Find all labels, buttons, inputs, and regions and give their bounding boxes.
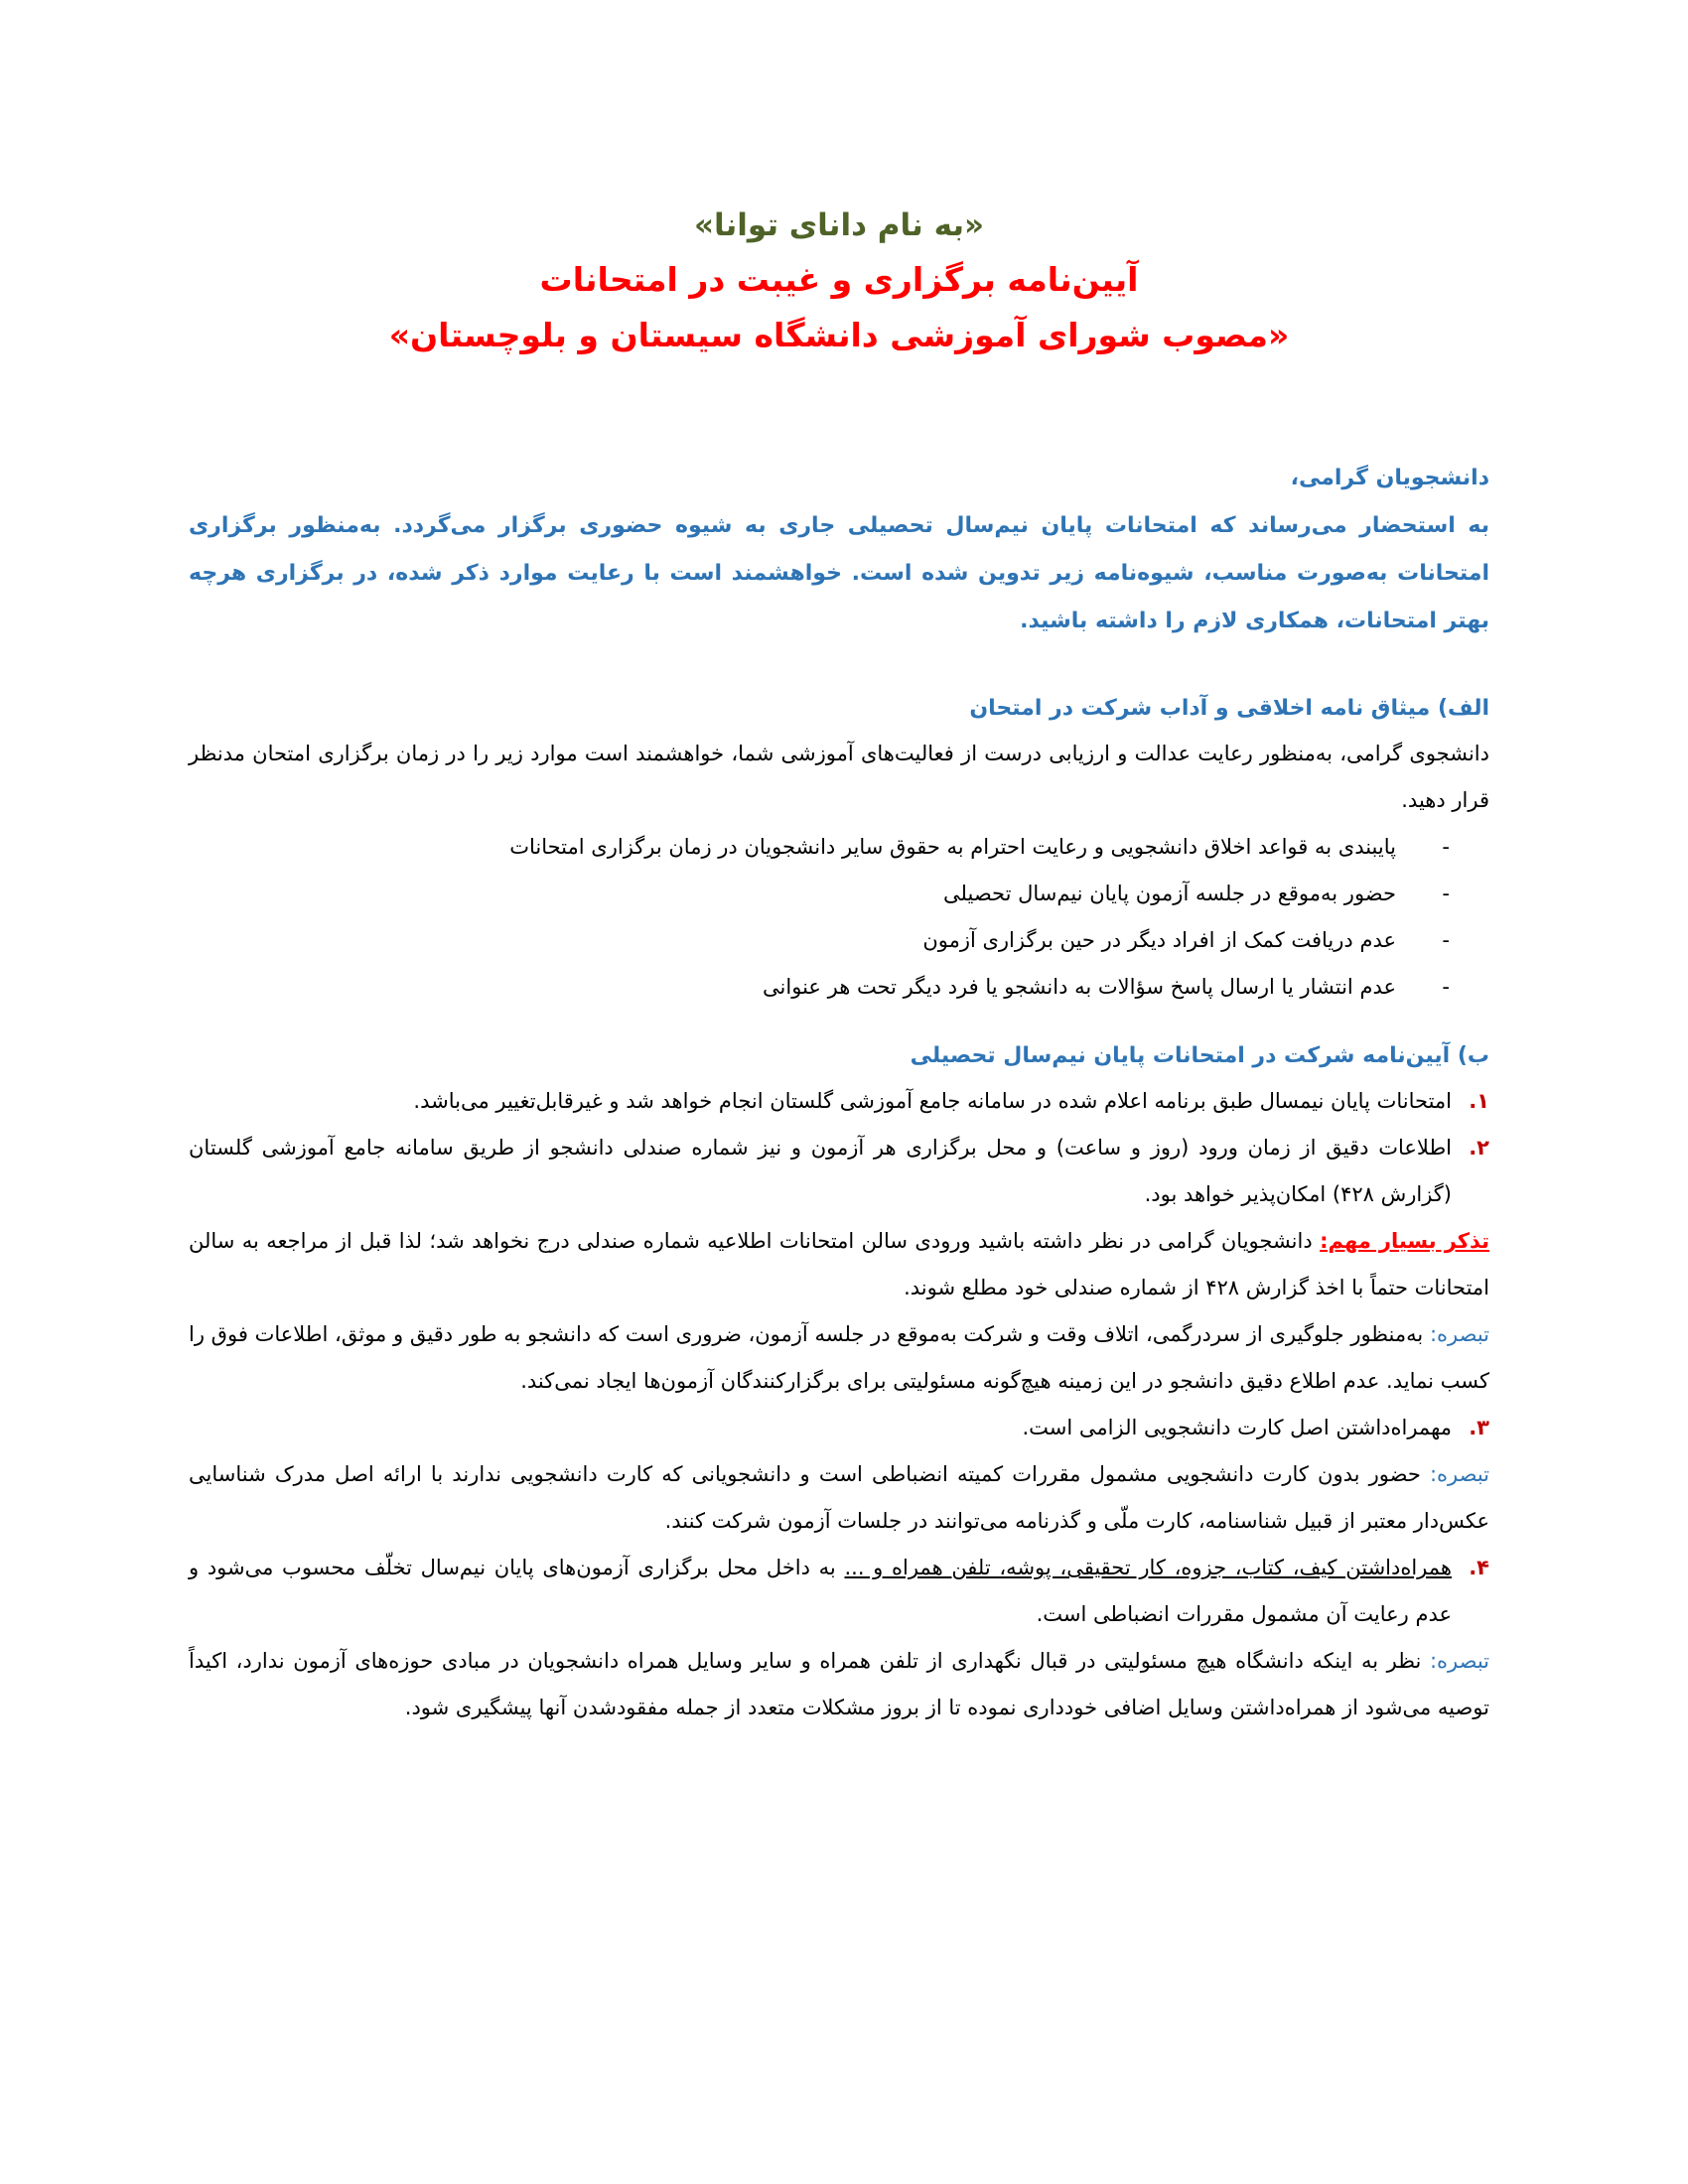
item-number: ۳. <box>1469 1416 1489 1439</box>
note-text: حضور بدون کارت دانشجویی مشمول مقررات کمیته انضباطی است و دانشجویانی که کارت دانشجویی ندارند با ارائه اصل مدرک شناسایی عکس‌دار معتبر از قبیل شناسنامه، کارت ملّی و گذرنامه می‌توانند در جلسات آزمون شرکت کنند. <box>189 1462 1489 1533</box>
note-2 <box>189 1451 1489 1545</box>
note-label: تبصره: <box>1429 1649 1489 1673</box>
section-b-list-3 <box>189 1545 1489 1638</box>
dash-marker: - <box>1442 928 1450 952</box>
list-item-text: حضور به‌موقع در جلسه آزمون پایان نیم‌سال تحصیلی <box>943 882 1396 905</box>
dash-marker: - <box>1442 882 1450 905</box>
basmala-line: «به نام دانای توانا» <box>693 207 985 243</box>
numbered-item-1 <box>189 1078 1489 1125</box>
list-item-text: عدم دریافت کمک از افراد دیگر در حین برگزاری آزمون <box>922 928 1396 952</box>
numbered-item-3 <box>189 1405 1489 1451</box>
item-text: مهمراه‌داشتن اصل کارت دانشجویی الزامی است. <box>1022 1416 1452 1439</box>
section-b-title: ب) آیین‌نامه شرکت در امتحانات پایان نیم‌سال تحصیلی <box>910 1043 1489 1068</box>
list-item-text: عدم انتشار یا ارسال پاسخ سؤالات به دانشجو یا فرد دیگر تحت هر عنوانی <box>763 975 1396 999</box>
intro-body: به استحضار می‌رساند که امتحانات پایان نیم‌سال تحصیلی جاری به شیوه حضوری برگزار می‌گردد. به‌منظور برگزاری امتحانات به‌صورت مناسب، شیوه‌نامه زیر تدوین شده است. خواهشمند است با رعایت موارد ذکر شده، در برگزاری هرچه بهتر امتحانات، همکاری لازم را داشته باشید. <box>189 513 1489 633</box>
dash-marker: - <box>1442 835 1450 859</box>
document-page <box>189 199 1489 1731</box>
important-note-label: تذکر بسیار مهم: <box>1320 1229 1489 1253</box>
item-number: ۴. <box>1469 1556 1489 1579</box>
note-label: تبصره: <box>1429 1322 1489 1346</box>
dash-marker: - <box>1442 975 1450 999</box>
list-item <box>189 964 1450 1011</box>
numbered-item-2 <box>189 1125 1489 1218</box>
list-item-text: پایبندی به قواعد اخلاق دانشجویی و رعایت احترام به حقوق سایر دانشجویان در زمان برگزاری امتحانات <box>509 835 1396 859</box>
note-text: به‌منظور جلوگیری از سردرگمی، اتلاف وقت و شرکت به‌موقع در جلسه آزمون، ضروری است که دانشجو به طور دقیق و موثق، اطلاعات فوق را کسب نماید. عدم اطلاع دقیق دانشجو در این زمینه هیچ‌گونه مسئولیتی برای برگزارکنندگان آزمون‌ها ایجاد نمی‌کند. <box>189 1322 1489 1393</box>
note-1 <box>189 1311 1489 1405</box>
note-text: نظر به اینکه دانشگاه هیچ مسئولیتی در قبال نگهداری از تلفن همراه و سایر وسایل همراه دانشجویان در مبادی حوزه‌های آزمون ندارد، اکیداً توصیه می‌شود از همراه‌داشتن وسایل اضافی خودداری نموده تا از بروز مشکلات متعدد از جمله مفقودشدن آنها پیشگیری شود. <box>189 1649 1489 1719</box>
section-a-body: دانشجوی گرامی، به‌منظور رعایت عدالت و ارزیابی درست از فعالیت‌های آموزشی شما، خواهشمند است موارد زیر را در زمان برگزاری امتحان مدنظر قرار دهید. <box>189 742 1489 812</box>
item-number: ۱. <box>1469 1089 1489 1113</box>
list-item <box>189 824 1450 871</box>
document-header <box>189 199 1489 363</box>
note-label: تبصره: <box>1429 1462 1489 1486</box>
numbered-item-4 <box>189 1545 1489 1638</box>
section-a-list <box>189 824 1489 1011</box>
intro-greeting: دانشجویان گرامی، <box>1290 466 1489 490</box>
note-3 <box>189 1638 1489 1731</box>
important-note <box>189 1218 1489 1311</box>
section-a-title: الف) میثاق نامه اخلاقی و آداب شرکت در امتحان <box>969 696 1489 721</box>
item-text: اطلاعات دقیق از زمان ورود (روز و ساعت) و محل برگزاری هر آزمون و نیز شماره صندلی دانشجو از طریق سامانه جامع آموزشی گلستان (گزارش ۴۲۸) امکان‌پذیر خواهد بود. <box>189 1136 1452 1206</box>
section-b-list-1 <box>189 1078 1489 1218</box>
list-item <box>189 871 1450 917</box>
list-item <box>189 917 1450 964</box>
document-subtitle: «مصوب شورای آموزشی دانشگاه سیستان و بلوچستان» <box>388 316 1290 354</box>
intro-block <box>189 455 1489 645</box>
item-text: امتحانات پایان نیمسال طبق برنامه اعلام شده در سامانه جامع آموزشی گلستان انجام خواهد شد و غیرقابل‌تغییر می‌باشد. <box>413 1089 1452 1113</box>
important-note-text: دانشجویان گرامی در نظر داشته باشید ورودی سالن امتحانات اطلاعیه شماره صندلی درج نخواهد شد؛ لذا قبل از مراجعه به سالن امتحانات حتماً با اخذ گزارش ۴۲۸ از شماره صندلی خود مطلع شوند. <box>189 1229 1489 1299</box>
section-b-list-2 <box>189 1405 1489 1451</box>
item-text: به داخل محل برگزاری آزمون‌های پایان نیم‌سال تخلّف محسوب می‌شود و عدم رعایت آن مشمول مقررات انضباطی است. <box>189 1556 1452 1626</box>
item-number: ۲. <box>1469 1136 1489 1160</box>
document-title: آیین‌نامه برگزاری و غیبت در امتحانات <box>539 260 1139 299</box>
item-text-underlined: همراه‌داشتن کیف، کتاب، جزوه، کار تحقیقی، پوشه، تلفن همراه و ... <box>844 1556 1452 1579</box>
